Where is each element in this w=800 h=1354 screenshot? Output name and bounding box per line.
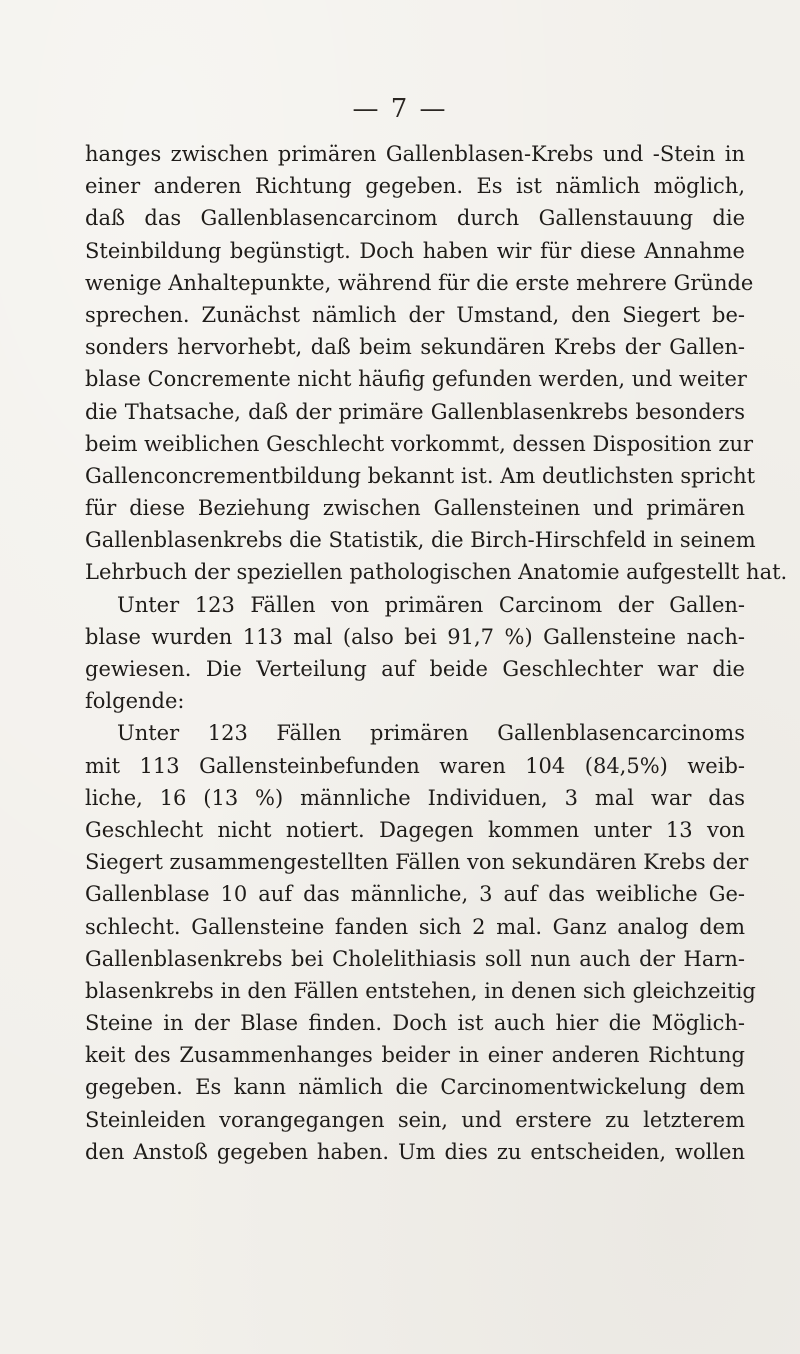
text-line: Unter 123 Fällen von primären Carcinom der Gallen- bbox=[117, 592, 745, 617]
text-line: Steine in der Blase finden. Doch ist auch hier die Möglich- bbox=[85, 1011, 745, 1036]
text-line: liche, 16 (13 %) männliche Individuen, 3 mal war das bbox=[85, 785, 745, 810]
text-line: gegeben. Es kann nämlich die Carcinomentwickelung dem bbox=[85, 1075, 745, 1100]
text-line: folgende: bbox=[85, 689, 185, 714]
text-line: daß das Gallenblasencarcinom durch Gallenstauung die bbox=[85, 206, 745, 231]
text-line: blase wurden 113 mal (also bei 91,7 %) Gallensteine nach- bbox=[85, 624, 745, 649]
text-line: wenige Anhaltepunkte, während für die erste mehrere Gründe bbox=[85, 270, 754, 295]
text-line: Gallenblasenkrebs bei Cholelithiasis soll nun auch der Harn- bbox=[85, 946, 745, 971]
text-line: hanges zwischen primären Gallenblasen-Krebs und -Stein in bbox=[85, 142, 745, 166]
text-line: den Anstoß gegeben haben. Um dies zu entscheiden, wollen bbox=[85, 1139, 745, 1164]
text-line: Siegert zusammengestellten Fällen von sekundären Krebs der bbox=[85, 850, 749, 875]
text-line: Gallenblase 10 auf das männliche, 3 auf das weibliche Ge- bbox=[85, 882, 745, 907]
text-line: einer anderen Richtung gegeben. Es ist nämlich möglich, bbox=[85, 174, 745, 199]
page-number: — 7 — bbox=[352, 94, 448, 124]
text-line: die Thatsache, daß der primäre Gallenblasenkrebs besonders bbox=[85, 399, 745, 424]
text-line: Gallenconcrementbildung bekannt ist. Am deutlichsten spricht bbox=[85, 463, 756, 488]
text-line: keit des Zusammenhanges beider in einer anderen Richtung bbox=[85, 1043, 745, 1068]
text-line: blasenkrebs in den Fällen entstehen, in denen sich gleichzeitig bbox=[85, 978, 756, 1003]
text-line: gewiesen. Die Verteilung auf beide Geschlechter war die bbox=[85, 657, 745, 681]
text-line: mit 113 Gallensteinbefunden waren 104 (84,5%) weib- bbox=[85, 753, 745, 778]
text-line: Gallenblasenkrebs die Statistik, die Birch-Hirschfeld in seinem bbox=[85, 528, 756, 553]
body-text bbox=[85, 138, 788, 1168]
text-line: Steinbildung begünstigt. Doch haben wir für diese Annahme bbox=[85, 238, 745, 263]
text-line: schlecht. Gallensteine fanden sich 2 mal. Ganz analog dem bbox=[85, 914, 745, 939]
text-line: Unter 123 Fällen primären Gallenblasencarcinoms bbox=[117, 721, 745, 746]
text-line: Geschlecht nicht notiert. Dagegen kommen unter 13 von bbox=[85, 817, 745, 842]
text-line: sprechen. Zunächst nämlich der Umstand, den Siegert be- bbox=[85, 302, 745, 327]
text-line: Steinleiden vorangegangen sein, und erstere zu letzterem bbox=[85, 1107, 745, 1132]
text-line: blase Concremente nicht häufig gefunden werden, und weiter bbox=[85, 367, 747, 392]
text-line: Lehrbuch der speziellen pathologischen Anatomie aufgestellt hat. bbox=[85, 560, 788, 585]
text-line: sonders hervorhebt, daß beim sekundären Krebs der Gallen- bbox=[85, 335, 745, 360]
text-line: für diese Beziehung zwischen Gallensteinen und primären bbox=[85, 496, 745, 521]
text-line: beim weiblichen Geschlecht vorkommt, dessen Disposition zur bbox=[85, 431, 754, 456]
